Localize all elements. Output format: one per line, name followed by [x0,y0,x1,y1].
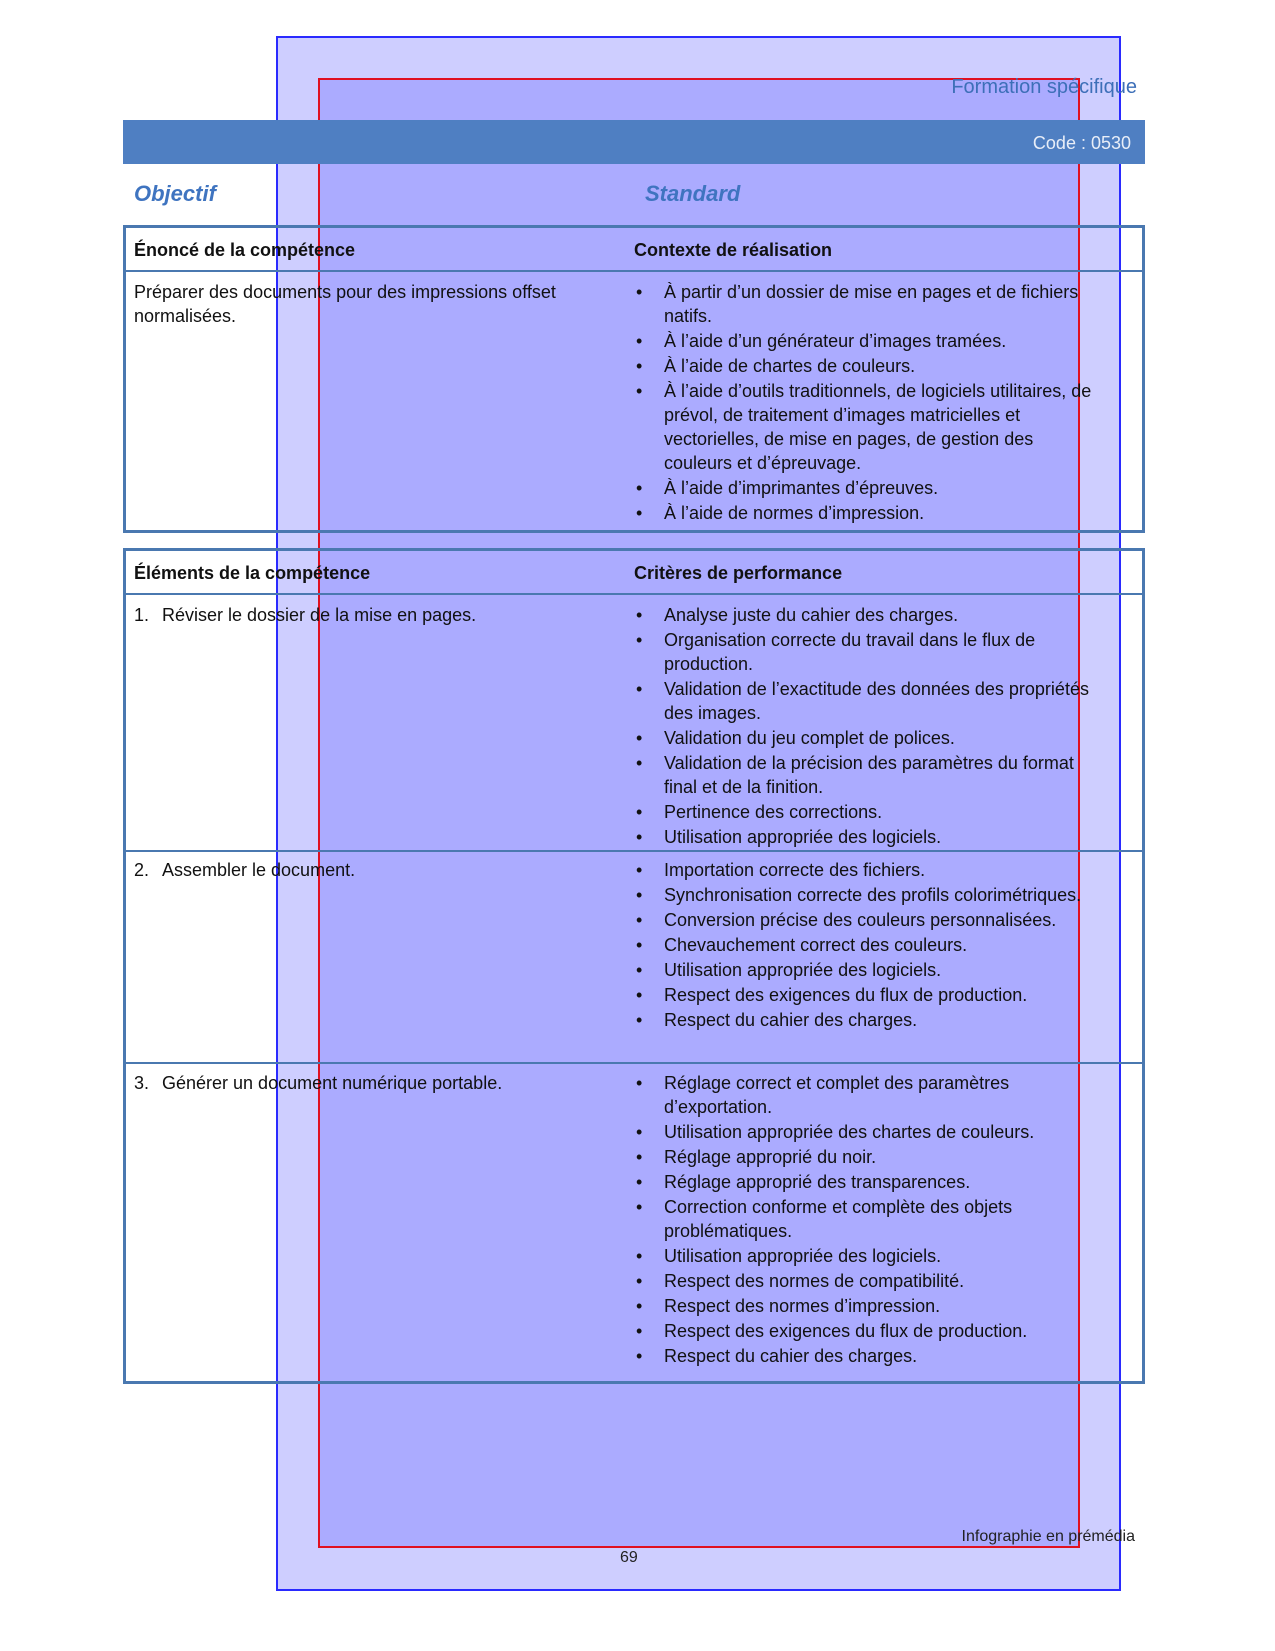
context-item: • À l’aide de normes d’impression. [634,501,1104,525]
row-divider [126,593,1142,595]
context-heading: Contexte de réalisation [634,240,833,260]
element-number: 3. [134,1073,150,1093]
criteria-list-1 [634,603,1104,850]
standard-heading: Standard [645,181,741,206]
criteria-item: • Respect du cahier des charges. [634,1008,1104,1032]
criteria-item: • Organisation correcte du travail dans le flux de production. [634,628,1104,676]
context-item: • À l’aide d’imprimantes d’épreuves. [634,476,1104,500]
element-label: Réviser le dossier de la mise en pages. [162,605,477,625]
criteria-item: • Chevauchement correct des couleurs. [634,933,1104,957]
criteria-item: • Réglage approprié du noir. [634,1145,1104,1169]
element-1 [134,603,614,627]
row-divider [126,850,1142,852]
criteria-item: • Pertinence des corrections. [634,800,1104,824]
context-list [634,280,1104,526]
element-label: Assembler le document. [162,860,356,880]
criteria-item: • Utilisation appropriée des logiciels. [634,1244,1104,1268]
header-bar [123,120,1145,164]
page-number: 69 [620,1549,638,1566]
criteria-item: • Synchronisation correcte des profils colorimétriques. [634,883,1104,907]
criteria-item: • Analyse juste du cahier des charges. [634,603,1104,627]
context-item: • À l’aide de chartes de couleurs. [634,354,1104,378]
criteria-item: • Importation correcte des fichiers. [634,858,1104,882]
element-2 [134,858,614,882]
elements-table [123,548,1145,1384]
criteria-item: • Respect des exigences du flux de production. [634,983,1104,1007]
statement-heading: Énoncé de la compétence [134,240,356,260]
code-label: Code : 0530 [1032,133,1131,153]
header-title: Formation spécifique [951,76,1137,98]
criteria-item: • Respect du cahier des charges. [634,1344,1104,1368]
criteria-item: • Respect des normes d’impression. [634,1294,1104,1318]
competence-statement: Préparer des documents pour des impressions offset normalisées. [134,282,556,326]
elements-heading: Éléments de la compétence [134,563,371,583]
criteria-item: • Validation de la précision des paramètres du format final et de la finition. [634,751,1104,799]
criteria-item: • Respect des exigences du flux de production. [634,1319,1104,1343]
element-number: 1. [134,605,150,625]
element-3 [134,1071,614,1095]
footer-program: Infographie en prémédia [961,1528,1135,1545]
competence-table [123,225,1145,533]
criteria-list-3 [634,1071,1104,1369]
criteria-item: • Conversion précise des couleurs personnalisées. [634,908,1104,932]
criteria-item: • Validation du jeu complet de polices. [634,726,1104,750]
objectif-heading: Objectif [134,181,216,206]
criteria-item: • Respect des normes de compatibilité. [634,1269,1104,1293]
context-item: • À l’aide d’un générateur d’images tramées. [634,329,1104,353]
context-item: • À partir d’un dossier de mise en pages et de fichiers natifs. [634,280,1104,328]
criteria-list-2 [634,858,1104,1033]
row-divider [126,270,1142,272]
criteria-item: • Utilisation appropriée des logiciels. [634,958,1104,982]
criteria-item: • Réglage correct et complet des paramètres d’exportation. [634,1071,1104,1119]
criteria-item: • Utilisation appropriée des chartes de couleurs. [634,1120,1104,1144]
element-label: Générer un document numérique portable. [162,1073,503,1093]
criteria-item: • Utilisation appropriée des logiciels. [634,825,1104,849]
criteria-item: • Correction conforme et complète des objets problématiques. [634,1195,1104,1243]
row-divider [126,1062,1142,1064]
criteria-heading: Critères de performance [634,563,843,583]
element-number: 2. [134,860,150,880]
context-item: • À l’aide d’outils traditionnels, de logiciels utilitaires, de prévol, de traitement d’images matricielles et vectorielles, de mise en pages, de gestion des couleurs et d’épreuvage. [634,379,1104,475]
criteria-item: • Réglage approprié des transparences. [634,1170,1104,1194]
criteria-item: • Validation de l’exactitude des données des propriétés des images. [634,677,1104,725]
